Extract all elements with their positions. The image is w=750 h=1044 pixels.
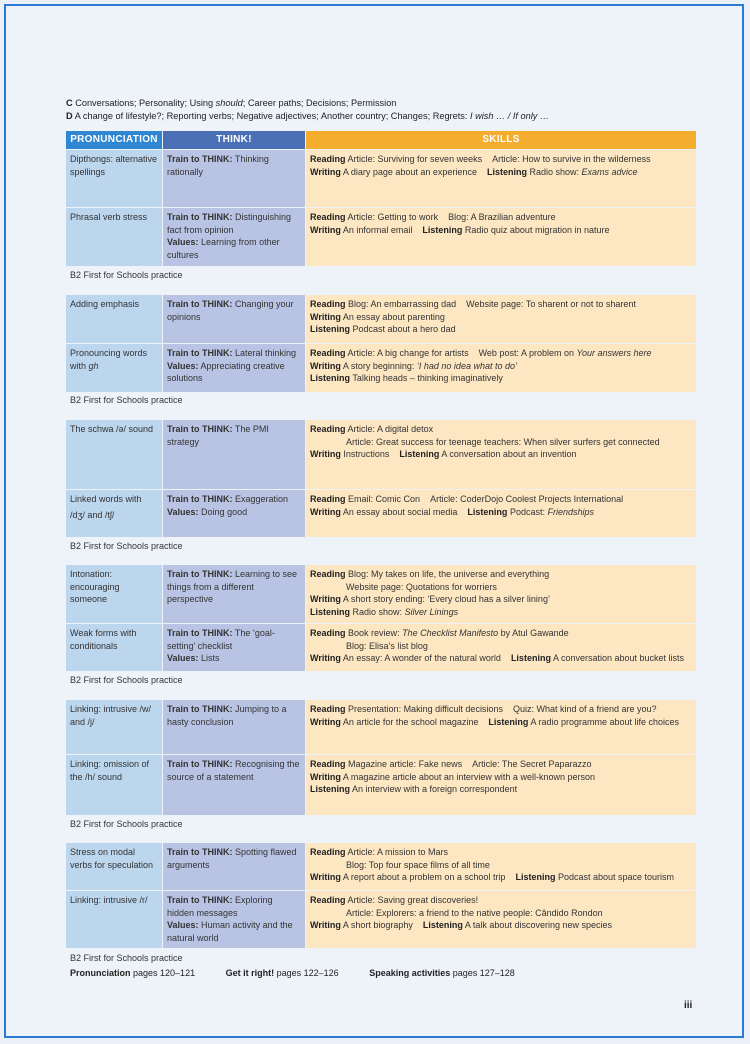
skills-cell xyxy=(306,420,696,489)
skills-cell xyxy=(306,624,696,671)
footer-pages: pages 122–126 xyxy=(276,968,339,978)
think-header: THINK! xyxy=(163,131,305,149)
think-cell xyxy=(163,843,305,890)
train-label: Train to THINK: xyxy=(167,299,233,309)
page-number: iii xyxy=(684,1000,693,1011)
listening-label: Listening xyxy=(310,784,350,794)
train-text: Distinguishing fact from opinion xyxy=(167,212,292,235)
listening-text: Podcast: xyxy=(509,506,548,517)
train-label: Train to THINK: xyxy=(167,212,233,222)
values-label: Values: xyxy=(167,653,199,663)
think-cell xyxy=(163,420,305,489)
pron-cell xyxy=(66,624,162,671)
listening-label: Listening xyxy=(488,716,529,727)
footer-links xyxy=(70,968,543,978)
reading-label: Reading xyxy=(310,628,346,638)
listening-text: A radio programme about life choices xyxy=(530,716,680,727)
values-label: Values: xyxy=(167,506,199,517)
footer-pronunciation xyxy=(70,968,195,978)
pron-cell xyxy=(66,490,162,537)
pron-cell xyxy=(66,891,162,948)
skills-cell xyxy=(306,344,696,392)
writing-text: A story beginning: xyxy=(342,360,417,371)
footer-speaking xyxy=(369,968,515,978)
reading-label: Reading xyxy=(310,348,346,358)
reading-text: Email: Comic Con xyxy=(348,494,421,504)
reading-text: Blog: An embarrassing dad xyxy=(348,299,457,309)
listening-text: A conversation about bucket lists xyxy=(552,653,685,663)
pron-text: Intonation: encouraging someone xyxy=(70,569,120,604)
listening-text: Radio show: xyxy=(529,166,582,177)
writing-text-italic: ‘I had no idea what to do’ xyxy=(416,360,517,371)
writing-text: An informal email xyxy=(342,224,413,235)
footer-pages: pages 120–121 xyxy=(133,968,196,978)
train-label: Train to THINK: xyxy=(167,628,233,638)
unit-d-line xyxy=(66,110,706,123)
reading-text: Article: Getting to work xyxy=(347,212,439,222)
practice-label: B2 First for Schools practice xyxy=(70,541,183,551)
reading-text: Web post: A problem on xyxy=(478,348,577,358)
pron-cell xyxy=(66,843,162,890)
values-text: Appreciating creative solutions xyxy=(167,360,285,383)
reading-label: Reading xyxy=(310,494,346,504)
practice-label: B2 First for Schools practice xyxy=(70,675,183,685)
values-label: Values: xyxy=(167,920,199,930)
reading-label: Reading xyxy=(310,759,346,769)
reading-text: Article: Saving great discoveries! xyxy=(347,895,479,905)
skills-cell xyxy=(306,891,696,948)
reading-label: Reading xyxy=(310,704,346,714)
train-label: Train to THINK: xyxy=(167,348,233,358)
pron-text: Linking: intrusive /w/ and /j/ xyxy=(70,704,152,727)
pron-cell xyxy=(66,150,162,207)
listening-text-italic: Silver Linings xyxy=(404,606,459,617)
train-text: The ‘goal-setting’ checklist xyxy=(167,628,275,651)
train-text: Thinking rationally xyxy=(167,154,269,177)
think-cell xyxy=(163,295,305,343)
reading-label: Reading xyxy=(310,895,346,905)
footer-pages: pages 127–128 xyxy=(452,968,515,978)
unit-topics: Conversations; Personality; Using xyxy=(75,98,216,108)
reading-text: Book review: xyxy=(348,628,403,638)
writing-label: Writing xyxy=(310,311,341,322)
values-text: Learning from other cultures xyxy=(167,237,280,260)
writing-label: Writing xyxy=(310,716,341,727)
values-label: Values: xyxy=(167,360,199,371)
skills-cell xyxy=(306,565,696,623)
writing-label: Writing xyxy=(310,920,341,930)
writing-text: An essay about parenting xyxy=(342,311,445,322)
listening-text-italic: Friendships xyxy=(547,506,594,517)
listening-text: Podcast about a hero dad xyxy=(352,324,456,334)
train-text: Recognising the source of a statement xyxy=(167,759,300,782)
listening-label: Listening xyxy=(422,224,463,235)
train-text: Exaggeration xyxy=(235,494,289,504)
pron-text: The schwa /ə/ sound xyxy=(70,424,154,434)
skills-cell xyxy=(306,700,696,754)
listening-text: A conversation about an invention xyxy=(441,449,577,459)
reading-text-italic: The Checklist Manifesto xyxy=(402,628,499,638)
train-text: Jumping to a hasty conclusion xyxy=(167,704,287,727)
reading-text: Article: A big change for artists xyxy=(347,348,469,358)
think-cell xyxy=(163,624,305,671)
train-text: Changing your opinions xyxy=(167,299,294,322)
pron-text: Pronouncing words with xyxy=(70,348,148,371)
listening-label: Listening xyxy=(486,166,527,177)
pron-text: Adding emphasis xyxy=(70,299,140,309)
reading-text: Quiz: What kind of a friend are you? xyxy=(512,704,657,714)
practice-label: B2 First for Schools practice xyxy=(70,395,183,405)
skills-cell xyxy=(306,150,696,207)
think-cell xyxy=(163,344,305,392)
reading-label: Reading xyxy=(310,299,346,309)
reading-text: Article: How to survive in the wilderness xyxy=(492,154,651,164)
reading-text: Presentation: Making difficult decisions xyxy=(348,704,503,714)
listening-label: Listening xyxy=(422,920,463,930)
listening-label: Listening xyxy=(515,872,556,882)
pron-cell xyxy=(66,295,162,343)
footer-label: Get it right! xyxy=(225,968,275,978)
listening-text: A talk about discovering new species xyxy=(464,920,612,930)
pron-cell xyxy=(66,565,162,623)
listening-text: Radio show: xyxy=(352,606,405,617)
reading-text: Website page: Quotations for worriers xyxy=(346,581,497,592)
unit-letter: D xyxy=(66,111,73,121)
writing-label: Writing xyxy=(310,653,341,663)
think-cell xyxy=(163,700,305,754)
think-cell xyxy=(163,755,305,815)
think-cell xyxy=(163,891,305,948)
unit-letter: C xyxy=(66,98,73,108)
reading-label: Reading xyxy=(310,154,346,164)
footer-get-it-right xyxy=(226,968,339,978)
pron-cell xyxy=(66,755,162,815)
writing-text: Instructions xyxy=(343,449,390,459)
reading-label: Reading xyxy=(310,569,346,579)
writing-label: Writing xyxy=(310,224,341,235)
reading-text: Article: A digital detox xyxy=(347,424,434,434)
think-cell xyxy=(163,565,305,623)
pron-text: Weak forms with conditionals xyxy=(70,628,137,651)
reading-text: by Atul Gawande xyxy=(498,628,569,638)
listening-text: Podcast about space tourism xyxy=(557,872,675,882)
reading-text-italic: Your answers here xyxy=(576,348,652,358)
train-text: Exploring hidden messages xyxy=(167,895,273,918)
writing-text: A short story ending: ‘Every cloud has a silver lining’ xyxy=(342,594,550,604)
writing-label: Writing xyxy=(310,771,341,782)
train-label: Train to THINK: xyxy=(167,704,233,714)
values-text: Human activity and the natural world xyxy=(167,920,293,943)
train-label: Train to THINK: xyxy=(167,895,233,905)
writing-label: Writing xyxy=(310,166,341,177)
pron-cell xyxy=(66,208,162,266)
pron-text: /dʒ/ and /tʃ/ xyxy=(70,509,115,520)
writing-text: An essay about social media xyxy=(342,506,458,517)
listening-text-italic: Exams advice xyxy=(581,166,638,177)
unit-topics: ; Career paths; Decisions; Permission xyxy=(242,98,397,108)
listening-label: Listening xyxy=(310,324,350,334)
pronunciation-header: PRONUNCIATION xyxy=(66,131,162,149)
reading-text: Magazine article: Fake news xyxy=(348,759,463,769)
skills-cell xyxy=(306,295,696,343)
pron-text-italic: gh xyxy=(88,360,99,371)
writing-label: Writing xyxy=(310,594,341,604)
unit-c-line xyxy=(66,97,706,110)
values-text: Lists xyxy=(201,653,220,663)
writing-text: A diary page about an experience xyxy=(342,166,477,177)
reading-text: Article: The Secret Paparazzo xyxy=(472,759,592,769)
reading-label: Reading xyxy=(310,212,346,222)
reading-label: Reading xyxy=(310,424,346,434)
think-cell xyxy=(163,150,305,207)
footer-label: Pronunciation xyxy=(70,968,131,978)
writing-text: An essay: A wonder of the natural world xyxy=(342,653,501,663)
train-text: Learning to see things from a different perspective xyxy=(167,569,298,604)
writing-text: A report about a problem on a school trip xyxy=(342,872,506,882)
reading-text: Blog: Elisa’s list blog xyxy=(346,640,428,651)
reading-text: Website page: To sharent or not to sharent xyxy=(466,299,636,309)
practice-label: B2 First for Schools practice xyxy=(70,819,183,829)
skills-cell xyxy=(306,208,696,266)
writing-label: Writing xyxy=(310,449,341,459)
writing-label: Writing xyxy=(310,872,341,882)
pron-text: Linking: intrusive /r/ xyxy=(70,895,148,905)
train-label: Train to THINK: xyxy=(167,154,233,164)
writing-label: Writing xyxy=(310,360,341,371)
pron-text: Linked words with xyxy=(70,494,142,504)
train-label: Train to THINK: xyxy=(167,494,233,504)
think-cell xyxy=(163,208,305,266)
practice-label: B2 First for Schools practice xyxy=(70,953,183,963)
pron-cell xyxy=(66,700,162,754)
unit-topics: A change of lifestyle?; Reporting verbs; Negative adjectives; Another country; Changes; Regrets: xyxy=(74,111,470,121)
reading-text: Article: CoderDojo Coolest Projects International xyxy=(430,494,624,504)
train-label: Train to THINK: xyxy=(167,424,233,434)
writing-text: A short biography xyxy=(342,920,413,930)
practice-label: B2 First for Schools practice xyxy=(70,270,183,280)
pron-text: Phrasal verb stress xyxy=(70,212,148,222)
listening-text: Talking heads – thinking imaginatively xyxy=(352,373,503,383)
reading-text: Blog: My takes on life, the universe and everything xyxy=(348,569,550,579)
train-label: Train to THINK: xyxy=(167,569,233,579)
unit-topics-italic: should xyxy=(215,98,243,108)
reading-text: Article: Surviving for seven weeks xyxy=(347,154,483,164)
reading-text: Article: Great success for teenage teachers: When silver surfers get connected xyxy=(346,436,660,447)
skills-header: SKILLS xyxy=(306,131,696,149)
train-label: Train to THINK: xyxy=(167,759,233,769)
reading-label: Reading xyxy=(310,847,346,857)
listening-label: Listening xyxy=(310,373,350,383)
reading-text: Blog: A Brazilian adventure xyxy=(448,212,556,222)
skills-cell xyxy=(306,843,696,890)
reading-text: Blog: Top four space films of all time xyxy=(346,859,490,870)
think-cell xyxy=(163,490,305,537)
pron-cell xyxy=(66,344,162,392)
listening-text: Radio quiz about migration in nature xyxy=(464,224,610,235)
listening-text: An interview with a foreign correspondent xyxy=(352,784,518,794)
unit-topics-italic: I wish … / If only … xyxy=(469,111,550,121)
train-text: Spotting flawed arguments xyxy=(167,847,297,870)
pron-cell xyxy=(66,420,162,489)
train-text: Lateral thinking xyxy=(235,348,297,358)
skills-cell xyxy=(306,490,696,537)
train-label: Train to THINK: xyxy=(167,847,233,857)
reading-text: Article: A mission to Mars xyxy=(347,847,449,857)
listening-label: Listening xyxy=(399,449,440,459)
pron-text: Dipthongs: alternative spellings xyxy=(70,154,158,177)
unit-summary xyxy=(66,97,706,123)
listening-label: Listening xyxy=(510,653,551,663)
reading-text: Article: Explorers: a friend to the native people: Cândido Rondon xyxy=(346,907,603,918)
train-text: The PMI strategy xyxy=(167,424,269,447)
writing-text: A magazine article about an interview with a well-known person xyxy=(342,771,595,782)
listening-label: Listening xyxy=(310,606,350,617)
values-text: Doing good xyxy=(201,506,248,517)
skills-cell xyxy=(306,755,696,815)
footer-label: Speaking activities xyxy=(369,968,451,978)
listening-label: Listening xyxy=(467,506,508,517)
writing-text: An article for the school magazine xyxy=(342,716,479,727)
writing-label: Writing xyxy=(310,506,341,517)
pron-text: Linking: omission of the /h/ sound xyxy=(70,759,150,782)
pron-text: Stress on modal verbs for speculation xyxy=(70,847,154,870)
values-label: Values: xyxy=(167,237,199,247)
